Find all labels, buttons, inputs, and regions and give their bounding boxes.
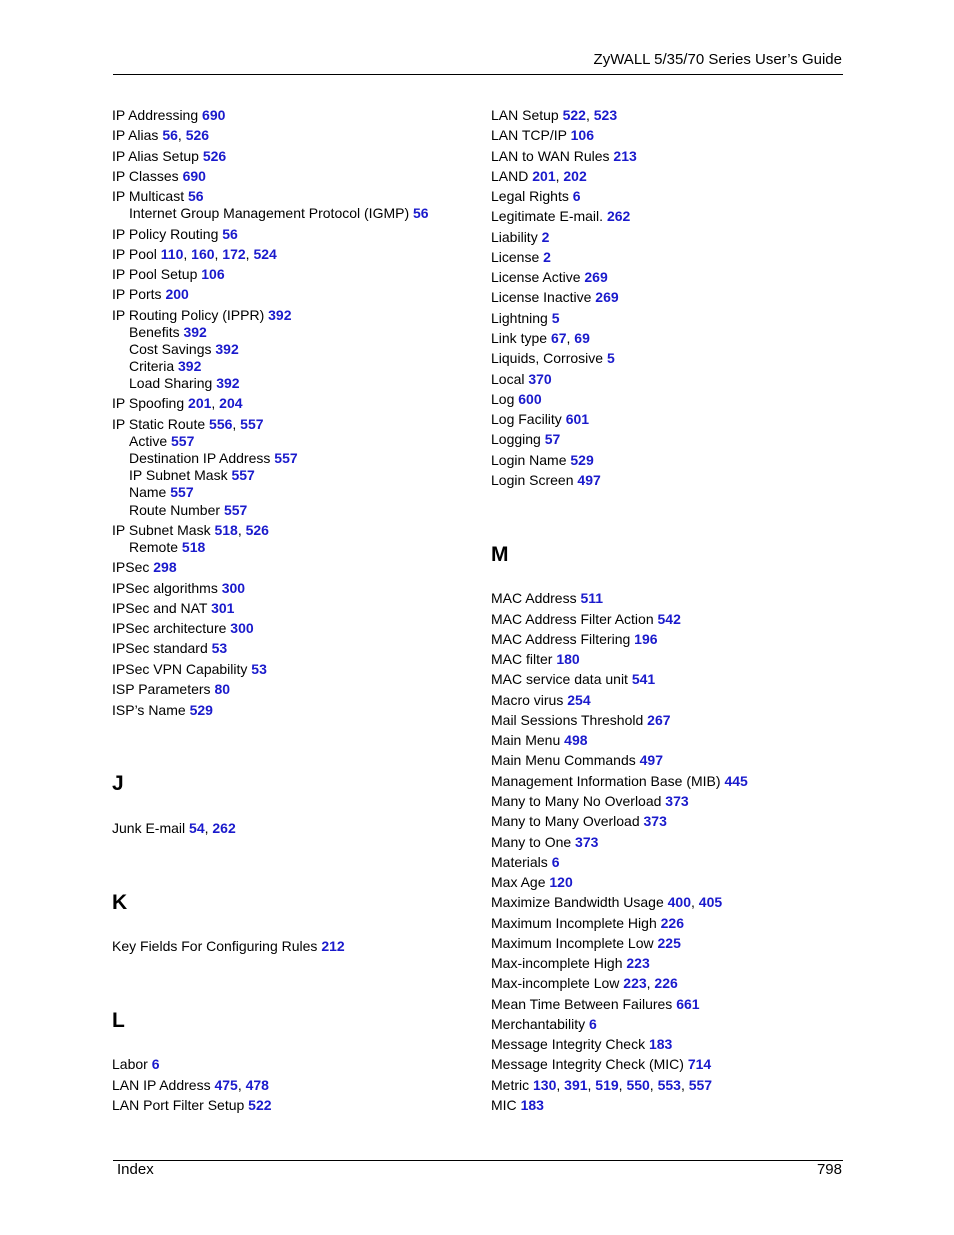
page-separator: , [566, 330, 575, 346]
index-entry-logging [491, 431, 560, 448]
index-entry-merchantability [491, 1016, 597, 1033]
index-term: IP Addressing [112, 107, 199, 123]
page-link-201[interactable]: 201 [188, 395, 212, 411]
index-entry-macro-virus [491, 692, 591, 709]
page-link-56[interactable]: 56 [188, 188, 204, 204]
page-link-690[interactable]: 690 [202, 107, 226, 123]
page-link-600[interactable]: 600 [518, 391, 542, 407]
page-link-53[interactable]: 53 [211, 640, 228, 656]
page-separator: , [556, 1077, 565, 1093]
index-entry-ipsec-architecture [112, 620, 254, 637]
index-term: Load Sharing [129, 375, 213, 391]
page-link-370[interactable]: 370 [528, 371, 552, 387]
index-entry-main-menu [491, 732, 588, 749]
index-entry-link-type [491, 330, 590, 347]
page-link-661[interactable]: 661 [676, 996, 700, 1012]
page-link-601[interactable]: 601 [565, 411, 590, 427]
page-link-300[interactable]: 300 [230, 620, 254, 636]
page-link-541[interactable]: 541 [631, 671, 656, 687]
index-term: Message Integrity Check [491, 1036, 646, 1052]
index-term: Labor [112, 1056, 148, 1072]
page-link-226[interactable]: 226 [654, 975, 678, 991]
index-term: MAC Address Filtering [491, 631, 631, 647]
page-separator: , [649, 1077, 658, 1093]
index-term: MIC [491, 1097, 517, 1113]
page-link-183[interactable]: 183 [648, 1036, 673, 1052]
page-link-106[interactable]: 106 [570, 127, 594, 143]
page-link-557[interactable]: 557 [240, 416, 264, 432]
index-subentry-route-number [129, 502, 247, 519]
index-entry-ip-subnet-mask [112, 522, 269, 539]
index-entry-mean-time-between-failures [491, 996, 700, 1013]
index-entry-login-screen [491, 472, 601, 489]
page-link-526[interactable]: 526 [185, 127, 210, 143]
index-entry-lan-port-filter-setup [112, 1097, 272, 1114]
index-term: Liability [491, 229, 538, 245]
index-entry-ip-addressing [112, 107, 225, 124]
index-entry-license-active [491, 269, 608, 286]
index-term: IPSec architecture [112, 620, 227, 636]
index-letter-heading-m: M [491, 543, 509, 566]
index-term: Many to One [491, 834, 572, 850]
index-entry-ip-classes [112, 168, 206, 185]
page-separator: , [585, 107, 594, 123]
index-term: Max-incomplete High [491, 955, 623, 971]
page-link-523[interactable]: 523 [593, 107, 618, 123]
page-link-400[interactable]: 400 [667, 894, 691, 910]
index-entry-lan-ip-address [112, 1077, 269, 1094]
page-link-690[interactable]: 690 [182, 168, 206, 184]
index-term: Remote [129, 539, 179, 555]
page-separator: , [618, 1077, 627, 1093]
index-term: IPSec standard [112, 640, 208, 656]
page-link-67[interactable]: 67 [550, 330, 567, 346]
page-link-130[interactable]: 130 [533, 1077, 557, 1093]
page-link-267[interactable]: 267 [647, 712, 671, 728]
index-term: Link type [491, 330, 548, 346]
index-term: Key Fields For Configuring Rules [112, 938, 318, 954]
index-subentry-active [129, 433, 194, 450]
index-entry-legitimate-e-mail [491, 208, 630, 225]
index-entry-max-incomplete-low [491, 975, 678, 992]
page-link-373[interactable]: 373 [643, 813, 667, 829]
index-entry-isp-s-name [112, 702, 213, 719]
page-link-57[interactable]: 57 [544, 431, 561, 447]
index-term: Lightning [491, 310, 548, 326]
index-term: IP Routing Policy (IPPR) [112, 307, 265, 323]
page-link-6[interactable]: 6 [551, 854, 560, 870]
index-entry-ip-pool-setup [112, 266, 225, 283]
page-link-373[interactable]: 373 [575, 834, 599, 850]
page-link-301[interactable]: 301 [211, 600, 235, 616]
page-link-518[interactable]: 518 [214, 522, 238, 538]
index-entry-mac-service-data-unit [491, 671, 655, 688]
index-entry-log-facility [491, 411, 589, 428]
page-link-373[interactable]: 373 [665, 793, 689, 809]
index-term: Max Age [491, 874, 546, 890]
index-entry-ipsec-standard [112, 640, 227, 657]
index-term: IPSec VPN Capability [112, 661, 248, 677]
index-term: LAND [491, 168, 529, 184]
index-subentry-criteria [129, 358, 201, 375]
index-entry-ip-pool [112, 246, 277, 263]
index-term: Maximum Incomplete Low [491, 935, 654, 951]
page-link-54[interactable]: 54 [189, 820, 205, 836]
page-separator: , [555, 168, 564, 184]
index-subentry-destination-ip-address [129, 450, 298, 467]
index-entry-liquids-corrosive [491, 350, 615, 367]
index-term: IPSec algorithms [112, 580, 218, 596]
page-link-180[interactable]: 180 [556, 651, 580, 667]
index-term: Cost Savings [129, 341, 212, 357]
index-term: Materials [491, 854, 548, 870]
header-rule [113, 74, 843, 75]
index-entry-many-to-many-overload [491, 813, 667, 830]
page-link-553[interactable]: 553 [657, 1077, 681, 1093]
index-term: Main Menu [491, 732, 561, 748]
page-link-557[interactable]: 557 [274, 450, 298, 466]
page-link-223[interactable]: 223 [623, 975, 647, 991]
index-entry-ip-policy-routing [112, 226, 238, 243]
index-entry-license [491, 249, 551, 266]
index-entry-max-incomplete-high [491, 955, 650, 972]
index-term: Login Screen [491, 472, 574, 488]
index-term: Destination IP Address [129, 450, 271, 466]
index-subentry-load-sharing [129, 375, 240, 392]
index-entry-ip-static-route [112, 416, 264, 433]
index-term: LAN to WAN Rules [491, 148, 610, 164]
page-link-556[interactable]: 556 [209, 416, 233, 432]
page-link-518[interactable]: 518 [181, 539, 206, 555]
index-term: MAC Address [491, 590, 577, 606]
page-link-557[interactable]: 557 [170, 484, 194, 500]
footer-rule [113, 1160, 843, 1161]
page-separator: , [183, 246, 192, 262]
index-entry-message-integrity-check-mic [491, 1056, 711, 1073]
index-term: License Inactive [491, 289, 592, 305]
index-term: LAN IP Address [112, 1077, 211, 1093]
page-link-69[interactable]: 69 [574, 330, 590, 346]
page-separator: , [237, 1077, 246, 1093]
index-entry-mac-address [491, 590, 603, 607]
index-term: LAN Setup [491, 107, 559, 123]
page-separator: , [232, 416, 241, 432]
index-term: IP Pool Setup [112, 266, 198, 282]
index-entry-ipsec-and-nat [112, 600, 234, 617]
page-link-6[interactable]: 6 [151, 1056, 160, 1072]
page-link-392[interactable]: 392 [178, 358, 202, 374]
page-separator: , [646, 975, 655, 991]
page-link-212[interactable]: 212 [321, 938, 345, 954]
index-entry-metric [491, 1077, 712, 1094]
page-link-557[interactable]: 557 [223, 502, 248, 518]
index-term: Junk E-mail [112, 820, 186, 836]
index-term: ISP’s Name [112, 702, 186, 718]
page-link-110[interactable]: 110 [160, 246, 184, 262]
index-entry-liability [491, 229, 549, 246]
index-entry-lan-setup [491, 107, 617, 124]
index-term: Many to Many Overload [491, 813, 640, 829]
page-link-200[interactable]: 200 [165, 286, 189, 302]
page-link-183[interactable]: 183 [520, 1097, 544, 1113]
page-link-526[interactable]: 526 [245, 522, 269, 538]
index-entry-maximum-incomplete-high [491, 915, 684, 932]
page-separator: , [680, 1077, 689, 1093]
index-entry-mic [491, 1097, 544, 1114]
page-link-298[interactable]: 298 [153, 559, 177, 575]
page-link-269[interactable]: 269 [595, 289, 619, 305]
page-link-526[interactable]: 526 [202, 148, 227, 164]
index-term: Criteria [129, 358, 175, 374]
index-entry-isp-parameters [112, 681, 230, 698]
page-link-226[interactable]: 226 [660, 915, 684, 931]
index-entry-local [491, 371, 552, 388]
page-link-5[interactable]: 5 [606, 350, 615, 366]
index-entry-mac-address-filter-action [491, 611, 681, 628]
page-link-254[interactable]: 254 [567, 692, 591, 708]
index-entry-login-name [491, 452, 594, 469]
index-term: Liquids, Corrosive [491, 350, 604, 366]
page-link-80[interactable]: 80 [214, 681, 231, 697]
page-link-392[interactable]: 392 [215, 341, 239, 357]
index-subentry-remote [129, 539, 205, 556]
index-term: Main Menu Commands [491, 752, 636, 768]
index-subentry-cost-savings [129, 341, 239, 358]
page-link-2[interactable]: 2 [543, 249, 551, 265]
page-separator: , [237, 522, 246, 538]
page-separator: , [211, 395, 220, 411]
index-entry-maximum-incomplete-low [491, 935, 681, 952]
page-link-202[interactable]: 202 [563, 168, 587, 184]
page-separator: , [214, 246, 223, 262]
page-link-204[interactable]: 204 [219, 395, 243, 411]
index-entry-maximize-bandwidth-usage [491, 894, 722, 911]
page-link-201[interactable]: 201 [532, 168, 556, 184]
page-link-519[interactable]: 519 [595, 1077, 619, 1093]
index-term: ISP Parameters [112, 681, 211, 697]
index-entry-management-information-base-mib [491, 773, 748, 790]
index-term: Internet Group Management Protocol (IGMP) [129, 205, 410, 221]
page-link-550[interactable]: 550 [626, 1077, 650, 1093]
page-link-225[interactable]: 225 [657, 935, 681, 951]
index-term: IP Subnet Mask [129, 467, 228, 483]
index-term: IP Static Route [112, 416, 206, 432]
index-term: MAC Address Filter Action [491, 611, 654, 627]
page-link-529[interactable]: 529 [570, 452, 594, 468]
index-entry-ipsec-vpn-capability [112, 661, 267, 678]
index-entry-lightning [491, 310, 560, 327]
page-link-542[interactable]: 542 [657, 611, 681, 627]
index-term: Route Number [129, 502, 221, 518]
index-entry-main-menu-commands [491, 752, 663, 769]
index-subentry-ip-subnet-mask [129, 467, 255, 484]
index-term: IP Alias Setup [112, 148, 199, 164]
page-link-160[interactable]: 160 [191, 246, 215, 262]
page-link-392[interactable]: 392 [183, 324, 207, 340]
index-entry-lan-to-wan-rules [491, 148, 637, 165]
index-term: Max-incomplete Low [491, 975, 620, 991]
index-entry-message-integrity-check [491, 1036, 672, 1053]
index-term: LAN Port Filter Setup [112, 1097, 245, 1113]
index-term: Macro virus [491, 692, 564, 708]
index-entry-mac-address-filtering [491, 631, 658, 648]
index-term: Log Facility [491, 411, 562, 427]
page-link-522[interactable]: 522 [562, 107, 586, 123]
index-entry-ipsec-algorithms [112, 580, 245, 597]
index-term: Merchantability [491, 1016, 586, 1032]
page-link-223[interactable]: 223 [626, 955, 650, 971]
index-entry-ip-spoofing [112, 395, 243, 412]
index-term: IPSec [112, 559, 150, 575]
page-link-524[interactable]: 524 [253, 246, 277, 262]
index-term: IP Multicast [112, 188, 185, 204]
page-link-213[interactable]: 213 [613, 148, 637, 164]
page-link-56[interactable]: 56 [413, 205, 429, 221]
index-term: IP Spoofing [112, 395, 185, 411]
index-term: License [491, 249, 540, 265]
index-letter-heading-j: J [112, 772, 124, 795]
page-link-392[interactable]: 392 [268, 307, 292, 323]
index-term: Metric [491, 1077, 530, 1093]
index-entry-ip-multicast [112, 188, 204, 205]
page-separator: , [177, 127, 186, 143]
index-term: Log [491, 391, 515, 407]
index-term: IP Alias [112, 127, 159, 143]
page-link-262[interactable]: 262 [606, 208, 631, 224]
index-subentry-benefits [129, 324, 207, 341]
index-term: IP Policy Routing [112, 226, 219, 242]
index-term: Many to Many No Overload [491, 793, 662, 809]
page-link-478[interactable]: 478 [245, 1077, 269, 1093]
page-link-106[interactable]: 106 [201, 266, 225, 282]
page-link-56[interactable]: 56 [162, 127, 178, 143]
index-term: License Active [491, 269, 581, 285]
index-entry-ipsec [112, 559, 177, 576]
page-link-6[interactable]: 6 [572, 188, 581, 204]
index-entry-license-inactive [491, 289, 619, 306]
index-term: Local [491, 371, 525, 387]
index-entry-lan-tcp-ip [491, 127, 594, 144]
page-link-5[interactable]: 5 [551, 310, 560, 326]
page-link-56[interactable]: 56 [222, 226, 238, 242]
index-term: Maximum Incomplete High [491, 915, 657, 931]
index-term: Name [129, 484, 167, 500]
page-link-557[interactable]: 557 [688, 1077, 713, 1093]
index-entry-many-to-one [491, 834, 598, 851]
page-link-120[interactable]: 120 [549, 874, 573, 890]
page-link-475[interactable]: 475 [214, 1077, 238, 1093]
page-link-511[interactable]: 511 [580, 590, 604, 606]
index-entry-labor [112, 1056, 160, 1073]
index-term: Legal Rights [491, 188, 569, 204]
index-term: IP Pool [112, 246, 157, 262]
index-term: Logging [491, 431, 541, 447]
index-entry-materials [491, 854, 559, 871]
page-link-392[interactable]: 392 [216, 375, 240, 391]
index-term: Mean Time Between Failures [491, 996, 673, 1012]
page-link-498[interactable]: 498 [564, 732, 588, 748]
page-link-53[interactable]: 53 [251, 661, 267, 677]
page-link-2[interactable]: 2 [541, 229, 550, 245]
index-term: Benefits [129, 324, 180, 340]
index-term: Management Information Base (MIB) [491, 773, 721, 789]
page-separator: , [245, 246, 254, 262]
index-entry-many-to-many-no-overload [491, 793, 689, 810]
page-link-445[interactable]: 445 [724, 773, 748, 789]
index-entry-ip-alias-setup [112, 148, 226, 165]
index-term: Login Name [491, 452, 567, 468]
index-entry-ip-routing-policy-ippr [112, 307, 292, 324]
index-term: IPSec and NAT [112, 600, 208, 616]
page-link-269[interactable]: 269 [584, 269, 608, 285]
index-term: Maximize Bandwidth Usage [491, 894, 664, 910]
index-term: MAC service data unit [491, 671, 628, 687]
index-term: Message Integrity Check (MIC) [491, 1056, 684, 1072]
index-term: MAC filter [491, 651, 553, 667]
index-term: IP Subnet Mask [112, 522, 211, 538]
footer-section-label: Index [117, 1161, 154, 1178]
index-term: IP Classes [112, 168, 179, 184]
index-entry-ip-ports [112, 286, 189, 303]
index-entry-legal-rights [491, 188, 581, 205]
page-link-405[interactable]: 405 [698, 894, 723, 910]
index-entry-junk-e-mail [112, 820, 236, 837]
page-link-714[interactable]: 714 [687, 1056, 712, 1072]
index-term: IP Ports [112, 286, 162, 302]
index-letter-heading-l: L [112, 1009, 125, 1032]
index-entry-log [491, 391, 542, 408]
page-link-391[interactable]: 391 [564, 1077, 588, 1093]
page-link-300[interactable]: 300 [221, 580, 246, 596]
index-entry-mail-sessions-threshold [491, 712, 671, 729]
page-link-497[interactable]: 497 [639, 752, 663, 768]
index-entry-max-age [491, 874, 573, 891]
page-link-497[interactable]: 497 [577, 472, 601, 488]
index-subentry-internet-group-management-protocol-igmp [129, 205, 429, 222]
index-entry-key-fields-for-configuring-rules [112, 938, 345, 955]
index-entry-land [491, 168, 587, 185]
index-term: LAN TCP/IP [491, 127, 567, 143]
index-subentry-name [129, 484, 194, 501]
page-separator: , [204, 820, 213, 836]
index-term: Legitimate E-mail. [491, 208, 604, 224]
page-link-6[interactable]: 6 [589, 1016, 597, 1032]
index-term: Active [129, 433, 168, 449]
index-entry-mac-filter [491, 651, 580, 668]
page-link-522[interactable]: 522 [248, 1097, 272, 1113]
index-term: Mail Sessions Threshold [491, 712, 644, 728]
page-link-196[interactable]: 196 [634, 631, 658, 647]
page-link-262[interactable]: 262 [212, 820, 236, 836]
page-header-title: ZyWALL 5/35/70 Series User’s Guide [593, 51, 842, 68]
index-entry-ip-alias [112, 127, 209, 144]
page-link-172[interactable]: 172 [222, 246, 246, 262]
page-link-557[interactable]: 557 [231, 467, 255, 483]
page-separator: , [691, 894, 699, 910]
page-link-557[interactable]: 557 [171, 433, 195, 449]
page-link-529[interactable]: 529 [189, 702, 213, 718]
index-letter-heading-k: K [112, 891, 128, 914]
page-separator: , [587, 1077, 596, 1093]
footer-page-number: 798 [816, 1161, 842, 1178]
